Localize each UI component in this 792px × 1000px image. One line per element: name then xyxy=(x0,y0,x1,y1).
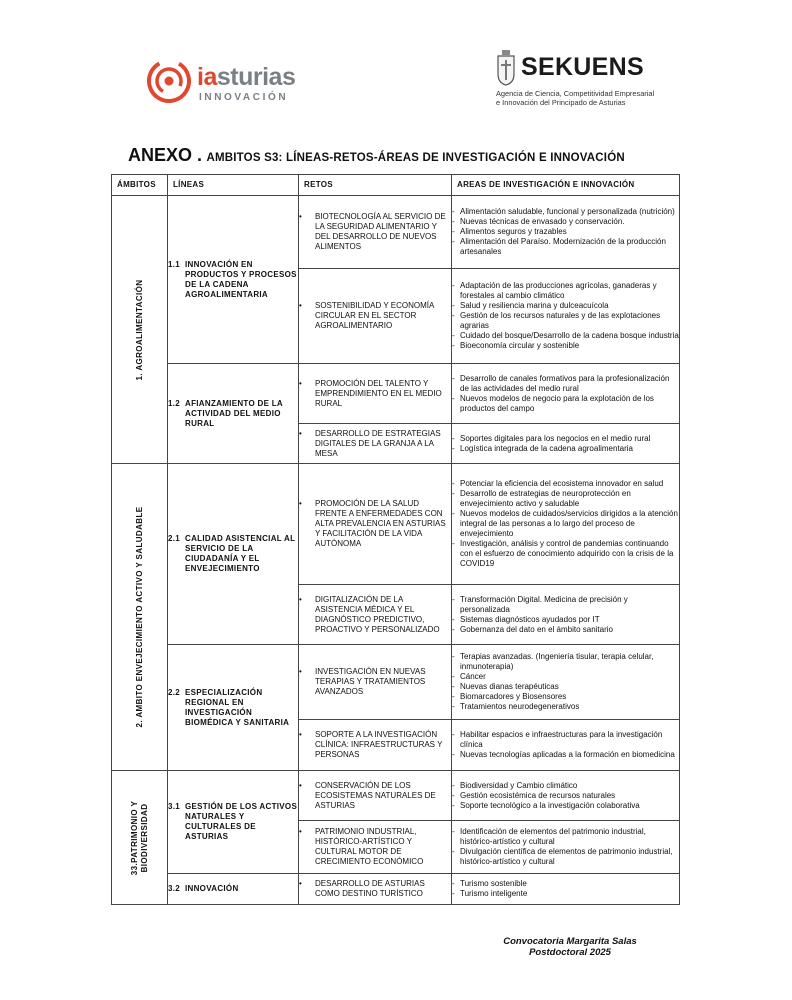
reto-label: SOSTENIBILIDAD Y ECONOMÍA CIRCULAR EN EL SECTOR AGROALIMENTARIO xyxy=(315,301,434,330)
list-item: - Tratamientos neurodegenerativos xyxy=(452,702,580,711)
list-item: - Desarrollo de canales formativos para la profesionalización de las actividades del medio rural xyxy=(452,373,670,393)
reto-cell xyxy=(299,585,452,645)
footer-call-name: Convocatoria Margarita Salas Postdoctoral 2025 xyxy=(503,936,637,958)
ambito-cell xyxy=(112,771,168,905)
list-item: - Sistemas diagnósticos ayudados por IT xyxy=(452,614,600,624)
reto-cell xyxy=(299,196,452,269)
bullet: • xyxy=(299,301,302,310)
table-row xyxy=(112,464,680,585)
list-item: - Investigación, análisis y control de pandemias continuando con el esfuerzo de conocimiento adquirido con la crisis de la COVID19 xyxy=(452,539,674,568)
linea-number: 1.1 xyxy=(168,259,181,269)
reto-cell xyxy=(299,771,452,821)
linea-label: INNOVACIÓN EN PRODUCTOS Y PROCESOS DE LA CADENA AGROALIMENTARIA xyxy=(185,259,297,299)
reto-cell xyxy=(299,364,452,424)
bullet: • xyxy=(299,827,302,836)
list-item: - Turismo inteligente xyxy=(452,889,528,898)
list-item: - Habilitar espacios e infraestructuras para la investigación clínica xyxy=(452,730,663,749)
iasturias-subtitle: INNOVACIÓN xyxy=(199,92,289,103)
linea-label: AFIANZAMIENTO DE LA ACTIVIDAD DEL MEDIO RURAL xyxy=(185,398,283,428)
sekuens-wordmark: SEKUENS xyxy=(521,53,644,81)
areas-cell xyxy=(452,645,680,720)
bullet: • xyxy=(299,499,302,508)
reto-label: DESARROLLO DE ESTRATEGIAS DIGITALES DE LA GRANJA A LA MESA xyxy=(315,428,441,458)
header-areas: AREAS DE INVESTIGACIÓN E INNOVACIÓN xyxy=(452,175,680,196)
linea-number: 2.1 xyxy=(168,534,181,543)
list-item: - Divulgación científica de elementos de patrimonio industrial, histórico-artístico y cultural xyxy=(452,847,673,866)
linea-number: 1.2 xyxy=(168,398,181,408)
bullet: • xyxy=(299,212,302,221)
linea-cell xyxy=(168,771,299,874)
list-item: - Nuevas tecnologías aplicadas a la formación en biomedicina xyxy=(452,750,675,759)
list-item: - Transformación Digital. Medicina de precisión y personalizada xyxy=(452,594,628,614)
list-item: - Desarrollo de estrategias de neuroprotección en envejecimiento activo y saludable xyxy=(452,489,631,508)
reto-cell xyxy=(299,424,452,464)
reto-cell xyxy=(299,874,452,905)
reto-label: INVESTIGACIÓN EN NUEVAS TERAPIAS Y TRATAMIENTOS AVANZADOS xyxy=(315,667,426,696)
areas-cell xyxy=(452,771,680,821)
reto-cell xyxy=(299,821,452,874)
linea-label: ESPECIALIZACIÓN REGIONAL EN INVESTIGACIÓN BIOMÉDICA Y SANITARIA xyxy=(185,687,290,727)
table-header-row xyxy=(112,175,680,196)
list-item: - Nuevos modelos de cuidados/servicios dirigidos a la atención integral de las personas a lo largo del proceso de envejecimiento xyxy=(452,509,678,538)
iasturias-swirl-icon xyxy=(146,58,192,104)
list-item: - Biodiversidad y Cambio climático xyxy=(452,780,578,790)
linea-number: 3.2 xyxy=(168,884,181,893)
list-item: - Gestión ecosistémica de recursos naturales xyxy=(452,790,616,800)
header-lineas: LÍNEAS xyxy=(168,175,299,196)
list-item: - Cáncer xyxy=(452,672,486,681)
table-row xyxy=(112,771,680,821)
bullet: • xyxy=(299,780,302,790)
linea-label: GESTIÓN DE LOS ACTIVOS NATURALES Y CULTURALES DE ASTURIAS xyxy=(185,802,298,841)
areas-cell xyxy=(452,720,680,771)
areas-cell xyxy=(452,464,680,585)
linea-number: 2.2 xyxy=(168,687,181,697)
list-item: - Nuevas técnicas de envasado y conservación. xyxy=(452,217,625,226)
areas-cell xyxy=(452,821,680,874)
list-item: - Logística integrada de la cadena agroalimentaria xyxy=(452,443,634,453)
reto-label: DIGITALIZACIÓN DE LA ASISTENCIA MÉDICA Y EL DIAGNÓSTICO PREDICTIVO, PROACTIVO Y PERSONALIZADO xyxy=(315,594,440,634)
reto-cell xyxy=(299,645,452,720)
areas-cell xyxy=(452,424,680,464)
list-item: - Nuevas dianas terapéuticas xyxy=(452,682,559,691)
list-item: - Soporte tecnológico a la investigación colaborativa xyxy=(452,800,640,810)
ambito-label: 1. AGROALIMENTACIÓN xyxy=(134,279,144,380)
areas-cell xyxy=(452,269,680,364)
bullet: • xyxy=(299,378,302,388)
s3-areas-table xyxy=(111,174,680,905)
list-item: - Turismo sostenible xyxy=(452,879,527,888)
reto-label: BIOTECNOLOGÍA AL SERVICIO DE LA SEGURIDAD ALIMENTARIO Y DEL DESARROLLO DE NUEVOS ALIMENTOS xyxy=(315,212,446,251)
list-item: - Alimentación saludable, funcional y personalizada (nutrición) xyxy=(452,207,675,216)
bullet: • xyxy=(299,428,302,438)
linea-number: 3.1 xyxy=(168,802,181,811)
bullet: • xyxy=(299,594,302,604)
list-item: - Terapias avanzadas. (Ingeniería tisular, terapia celular, inmunoterapia) xyxy=(452,652,654,671)
list-item: - Bioeconomía circular y sostenible xyxy=(452,341,580,350)
list-item: - Potenciar la eficiencia del ecosistema innovador en salud xyxy=(452,479,664,488)
linea-cell xyxy=(168,874,299,905)
linea-cell xyxy=(168,645,299,771)
asturias-coat-of-arms-icon xyxy=(496,50,516,86)
reto-cell xyxy=(299,269,452,364)
iasturias-wordmark: iasturias xyxy=(197,63,296,91)
table-row xyxy=(112,645,680,720)
table-row xyxy=(112,196,680,269)
areas-cell xyxy=(452,585,680,645)
list-item: - Soportes digitales para los negocios en el medio rural xyxy=(452,433,651,443)
linea-label: INNOVACIÓN xyxy=(185,884,239,893)
ambito-label: 33.PATRIMONIO Y BIODIVERSIDAD xyxy=(129,800,149,875)
reto-cell xyxy=(299,464,452,585)
list-item: - Alimentos seguros y trazables xyxy=(452,227,567,236)
reto-label: PATRIMONIO INDUSTRIAL, HISTÓRICO-ARTÍSTICO Y CULTURAL MOTOR DE CRECIMIENTO ECONÓMICO xyxy=(315,827,424,866)
iasturias-logo xyxy=(146,58,296,106)
list-item: - Biomarcadores y Biosensores xyxy=(452,692,567,701)
sekuens-logo xyxy=(496,46,686,116)
reto-label: CONSERVACIÓN DE LOS ECOSISTEMAS NATURALES DE ASTURIAS xyxy=(315,780,436,810)
linea-cell xyxy=(168,464,299,645)
list-item: - Cuidado del bosque/Desarrollo de la cadena bosque industria xyxy=(452,331,679,340)
sekuens-description: Agencia de Ciencia, Competitividad Empresarial e Innovación del Principado de Asturias xyxy=(496,89,655,107)
list-item: - Nuevos modelos de negocio para la explotación de los productos del campo xyxy=(452,393,654,413)
annex-subtitle: AMBITOS S3: LÍNEAS-RETOS-ÁREAS DE INVESTIGACIÓN E INNOVACIÓN xyxy=(206,152,625,164)
header-retos: RETOS xyxy=(299,175,452,196)
bullet: • xyxy=(299,730,302,739)
areas-cell xyxy=(452,196,680,269)
list-item: - Identificación de elementos del patrimonio industrial, histórico-artístico y cultural xyxy=(452,827,646,846)
reto-label: PROMOCIÓN DEL TALENTO Y EMPRENDIMIENTO EN EL MEDIO RURAL xyxy=(315,378,442,408)
bullet: • xyxy=(299,667,302,676)
reto-label: PROMOCIÓN DE LA SALUD FRENTE A ENFERMEDADES CON ALTA PREVALENCIA EN ASTURIAS Y FACILITACIÓN DE LA VIDA AUTÓNOMA xyxy=(315,499,446,548)
page-title xyxy=(128,145,768,166)
ambito-label: 2. AMBITO ENVEJECIMIENTO ACTIVO Y SALUDABLE xyxy=(134,506,144,728)
areas-cell xyxy=(452,364,680,424)
reto-label: DESARROLLO DE ASTURIAS COMO DESTINO TURÍSTICO xyxy=(315,879,425,898)
list-item: - Gobernanza del dato en el ámbito sanitario xyxy=(452,624,613,634)
table-row xyxy=(112,364,680,424)
linea-cell xyxy=(168,196,299,364)
header-ambitos: ÁMBITOS xyxy=(112,175,168,196)
bullet: • xyxy=(299,879,302,888)
list-item: - Adaptación de las producciones agrícolas, ganaderas y forestales al cambio climático xyxy=(452,281,657,300)
linea-cell xyxy=(168,364,299,464)
annex-label: ANEXO . xyxy=(128,145,203,165)
ambito-cell xyxy=(112,196,168,464)
list-item: - Gestión de los recursos naturales y de las explotaciones agrarias xyxy=(452,311,661,330)
table-row xyxy=(112,874,680,905)
reto-label: SOPORTE A LA INVESTIGACIÓN CLÍNICA: INFRAESTRUCTURAS Y PERSONAS xyxy=(315,730,443,759)
reto-cell xyxy=(299,720,452,771)
list-item: - Salud y resiliencia marina y dulceacuícola xyxy=(452,301,609,310)
list-item: - Alimentación del Paraíso. Modernización de la producción artesanales xyxy=(452,237,666,256)
linea-label: CALIDAD ASISTENCIAL AL SERVICIO DE LA CIUDADANÍA Y EL ENVEJECIMIENTO xyxy=(185,534,296,573)
areas-cell xyxy=(452,874,680,905)
ambito-cell xyxy=(112,464,168,771)
